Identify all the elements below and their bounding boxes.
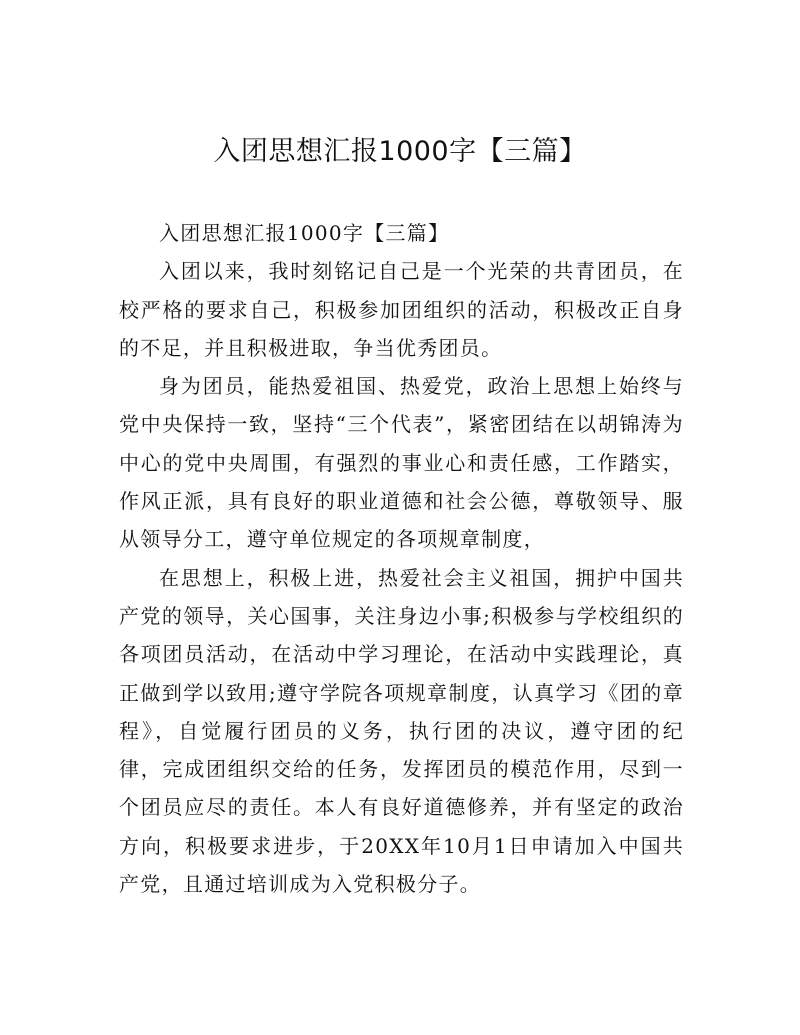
document-title: 入团思想汇报1000字【三篇】 [213,136,587,167]
paragraph-subtitle: 入团思想汇报1000字【三篇】 [159,221,450,245]
paragraph-1: 入团以来，我时刻铭记自己是一个光荣的共青团员，在校严格的要求自己，积极参加团组织的活动，积极改正自身的不足，并且积极进取，争当优秀团员。 [119,259,684,360]
document-body [119,214,684,903]
paragraph-2: 身为团员，能热爱祖国、热爱党，政治上思想上始终与党中央保持一致，坚持“三个代表”，紧密团结在以胡锦涛为中心的党中央周围，有强烈的事业心和责任感，工作踏实，作风正派，具有良好的职业道德和社会公德，尊敬领导、服从领导分工，遵守单位规定的各项规章制度， [119,374,684,552]
paragraph-3: 在思想上，积极上进，热爱社会主义祖国，拥护中国共产党的领导，关心国事，关注身边小事;积极参与学校组织的各项团员活动，在活动中学习理论，在活动中实践理论，真正做到学以致用;遵守学院各项规章制度，认真学习《团的章程》，自觉履行团员的义务，执行团的决议，遵守团的纪律，完成团组织交给的任务，发挥团员的模范作用，尽到一个团员应尽的责任。本人有良好道德修养，并有坚定的政治方向，积极要求进步，于20XX年10月1日申请加入中国共产党，且通过培训成为入党积极分子。 [119,565,684,897]
